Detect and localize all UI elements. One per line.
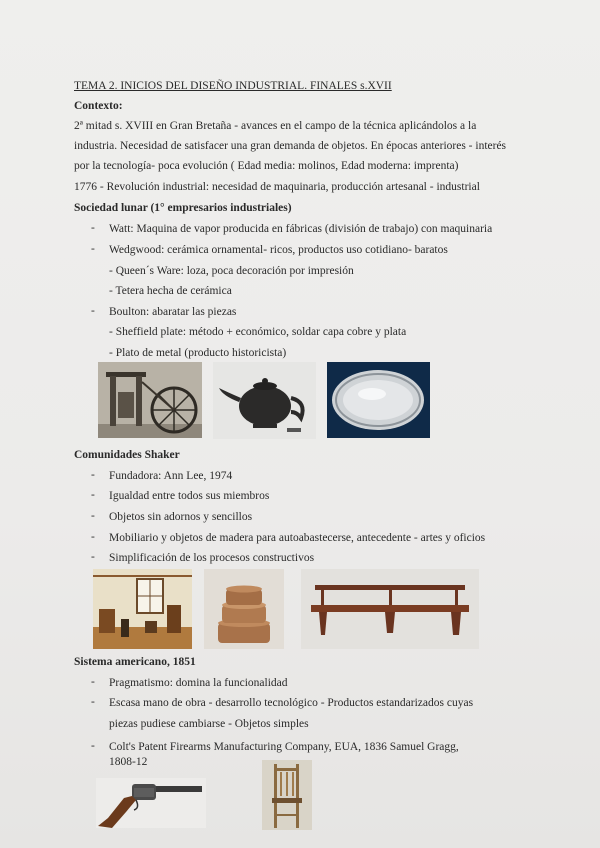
list-item: Escasa mano de obra - desarrollo tecnológico - Productos estandarizados cuyas	[109, 697, 474, 709]
list-item-continuation: piezas pudiese cambiarse - Objetos simples	[109, 718, 309, 730]
list-item: Objetos sin adornos y sencillos	[109, 511, 253, 523]
bullet-dash: -	[91, 676, 95, 688]
section-heading-contexto: Contexto:	[74, 100, 123, 112]
page-title: TEMA 2. INICIOS DEL DISEÑO INDUSTRIAL. FINALES s.XVII	[74, 80, 392, 92]
context-line: 1776 - Revolución industrial: necesidad de maquinaria, producción artesanal - industrial	[74, 181, 480, 193]
bullet-dash: -	[91, 243, 95, 255]
sub-item: - Queen´s Ware: loza, poca decoración por impresión	[109, 265, 354, 277]
bullet-dash: -	[91, 696, 95, 708]
colt-revolver-image	[96, 778, 206, 828]
shaker-boxes-image	[204, 569, 284, 649]
section-heading-shaker: Comunidades Shaker	[74, 449, 180, 461]
sub-item: - Tetera hecha de cerámica	[109, 285, 232, 297]
steam-engine-image	[98, 362, 202, 438]
section-heading-americano: Sistema americano, 1851	[74, 656, 196, 668]
list-item: Simplificación de los procesos constructivos	[109, 552, 315, 564]
list-item: Watt: Maquina de vapor producida en fábricas (división de trabajo) con maquinaria	[109, 223, 493, 235]
list-item: Igualdad entre todos sus miembros	[109, 490, 270, 502]
silver-plate-image	[327, 362, 430, 438]
bullet-dash: -	[91, 305, 95, 317]
shaker-room-image	[93, 569, 192, 649]
list-item: Pragmatismo: domina la funcionalidad	[109, 677, 288, 689]
teapot-image	[213, 362, 316, 439]
context-line: 2ª mitad s. XVIII en Gran Bretaña - avances en el campo de la técnica aplicándolos a la	[74, 120, 477, 132]
bullet-dash: -	[91, 489, 95, 501]
bullet-dash: -	[91, 551, 95, 563]
sub-item: - Plato de metal (producto historicista)	[109, 347, 287, 359]
section-heading-sociedad: Sociedad lunar (1° empresarios industriales)	[74, 202, 292, 214]
list-item: Fundadora: Ann Lee, 1974	[109, 470, 233, 482]
context-line: por la tecnología- poca evolución ( Edad media: molinos, Edad moderna: imprenta)	[74, 160, 459, 172]
list-item: Wedgwood: cerámica ornamental- ricos, productos uso cotidiano- baratos	[109, 244, 448, 256]
sub-item: - Sheffield plate: método + económico, soldar capa cobre y plata	[109, 326, 407, 338]
shaker-bench-image	[301, 569, 479, 649]
bullet-dash: -	[91, 510, 95, 522]
bullet-dash: -	[91, 531, 95, 543]
list-item-continuation: 1808-12	[109, 756, 148, 768]
bullet-dash: -	[91, 222, 95, 234]
list-item: Colt's Patent Firearms Manufacturing Company, EUA, 1836 Samuel Gragg,	[109, 741, 459, 753]
list-item: Mobiliario y objetos de madera para autoabastecerse, antecedente - artes y oficios	[109, 532, 486, 544]
bullet-dash: -	[91, 469, 95, 481]
bullet-dash: -	[91, 740, 95, 752]
context-line: industria. Necesidad de satisfacer una gran demanda de objetos. En épocas anteriores - interés	[74, 140, 507, 152]
gragg-chair-image	[262, 760, 312, 830]
list-item: Boulton: abaratar las piezas	[109, 306, 237, 318]
